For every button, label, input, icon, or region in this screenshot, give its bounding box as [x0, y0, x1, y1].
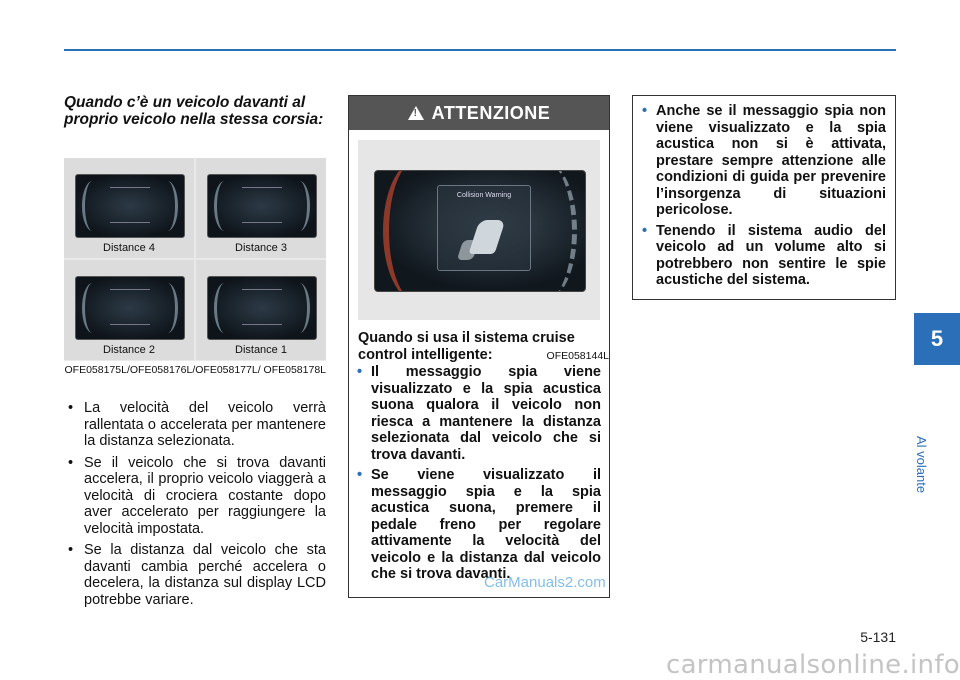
watermark: CarManuals2.com — [484, 574, 606, 591]
car-icon — [468, 220, 505, 254]
lcd-panel — [437, 185, 531, 271]
figure-cell-distance-2 — [64, 260, 194, 360]
chapter-label: Al volante — [914, 436, 929, 494]
list-item: • Il messaggio spia viene visualizzato e la spia acustica suona qualora il veicolo non riesca a mantenere la distanza selezionata dal veicolo che si trova davanti. — [357, 364, 601, 463]
cluster-screen — [207, 174, 317, 238]
figure-caption: Distance 4 — [103, 242, 155, 254]
figure-cell-distance-4 — [64, 158, 194, 258]
list-item: • Tenendo il sistema audio del veicolo ad un volume alto si potrebbero non sentire le spie acustiche del sistema. — [642, 222, 886, 288]
figure-cell-distance-3 — [196, 158, 326, 258]
page-number: 5-131 — [860, 629, 896, 645]
figure-code: OFE058144L — [546, 350, 609, 362]
list-item: • Se il veicolo che si trova davanti accelera, il proprio veicolo viaggerà a velocità di crociera costante dopo aver accelerato per raggiungere la velocità impostata. — [68, 454, 326, 537]
lcd-text: Collision Warning — [456, 192, 512, 199]
chapter-tab: 5 — [914, 313, 960, 365]
figure-caption: Distance 2 — [103, 344, 155, 356]
figure-caption: Distance 1 — [235, 344, 287, 356]
figure-caption: Distance 3 — [235, 242, 287, 254]
distance-figure — [64, 158, 326, 361]
list-item: • Se la distanza dal veicolo che sta davanti cambia perché accelera o decelera, la distanza sul display LCD potrebbe variare. — [68, 542, 326, 608]
list-item: • La velocità del veicolo verrà rallentata o accelerata per mantenere la distanza selezionata. — [68, 400, 326, 449]
cluster-display — [374, 170, 586, 292]
list-item: • Se viene visualizzato il messaggio spia e la spia acustica suona, premere il pedale freno per regolare attivamente la velocità del veicolo e la distanza dal veicolo che si trova davanti. — [357, 467, 601, 582]
footer-watermark: carmanualsonline.info — [665, 650, 960, 680]
left-bullet-list — [64, 400, 326, 613]
figure-code: OFE058175L/OFE058176L/OFE058177L/ OFE058178L — [64, 364, 326, 376]
cluster-screen — [207, 276, 317, 340]
warning-triangle-icon: ! — [408, 106, 424, 120]
warning-header — [349, 96, 609, 130]
cluster-screen — [75, 276, 185, 340]
cluster-screen — [75, 174, 185, 238]
warning-intro: Quando si usa il sistema cruise control intelligente: — [358, 330, 575, 363]
caution-bullet-list — [642, 103, 886, 293]
section-title: Quando c’è un veicolo davanti al proprio veicolo nella stessa corsia: — [64, 94, 324, 128]
figure-cell-distance-1 — [196, 260, 326, 360]
top-rule — [64, 49, 896, 51]
warning-title: ATTENZIONE — [431, 102, 551, 123]
list-item: • Anche se il messaggio spia non viene visualizzato e la spia acustica non si è attivata, prestare sempre attenzione alle condizioni di guida per prevenire l’insorgenza di situazioni pericolose. — [642, 103, 886, 218]
warning-bullet-list — [357, 364, 601, 587]
